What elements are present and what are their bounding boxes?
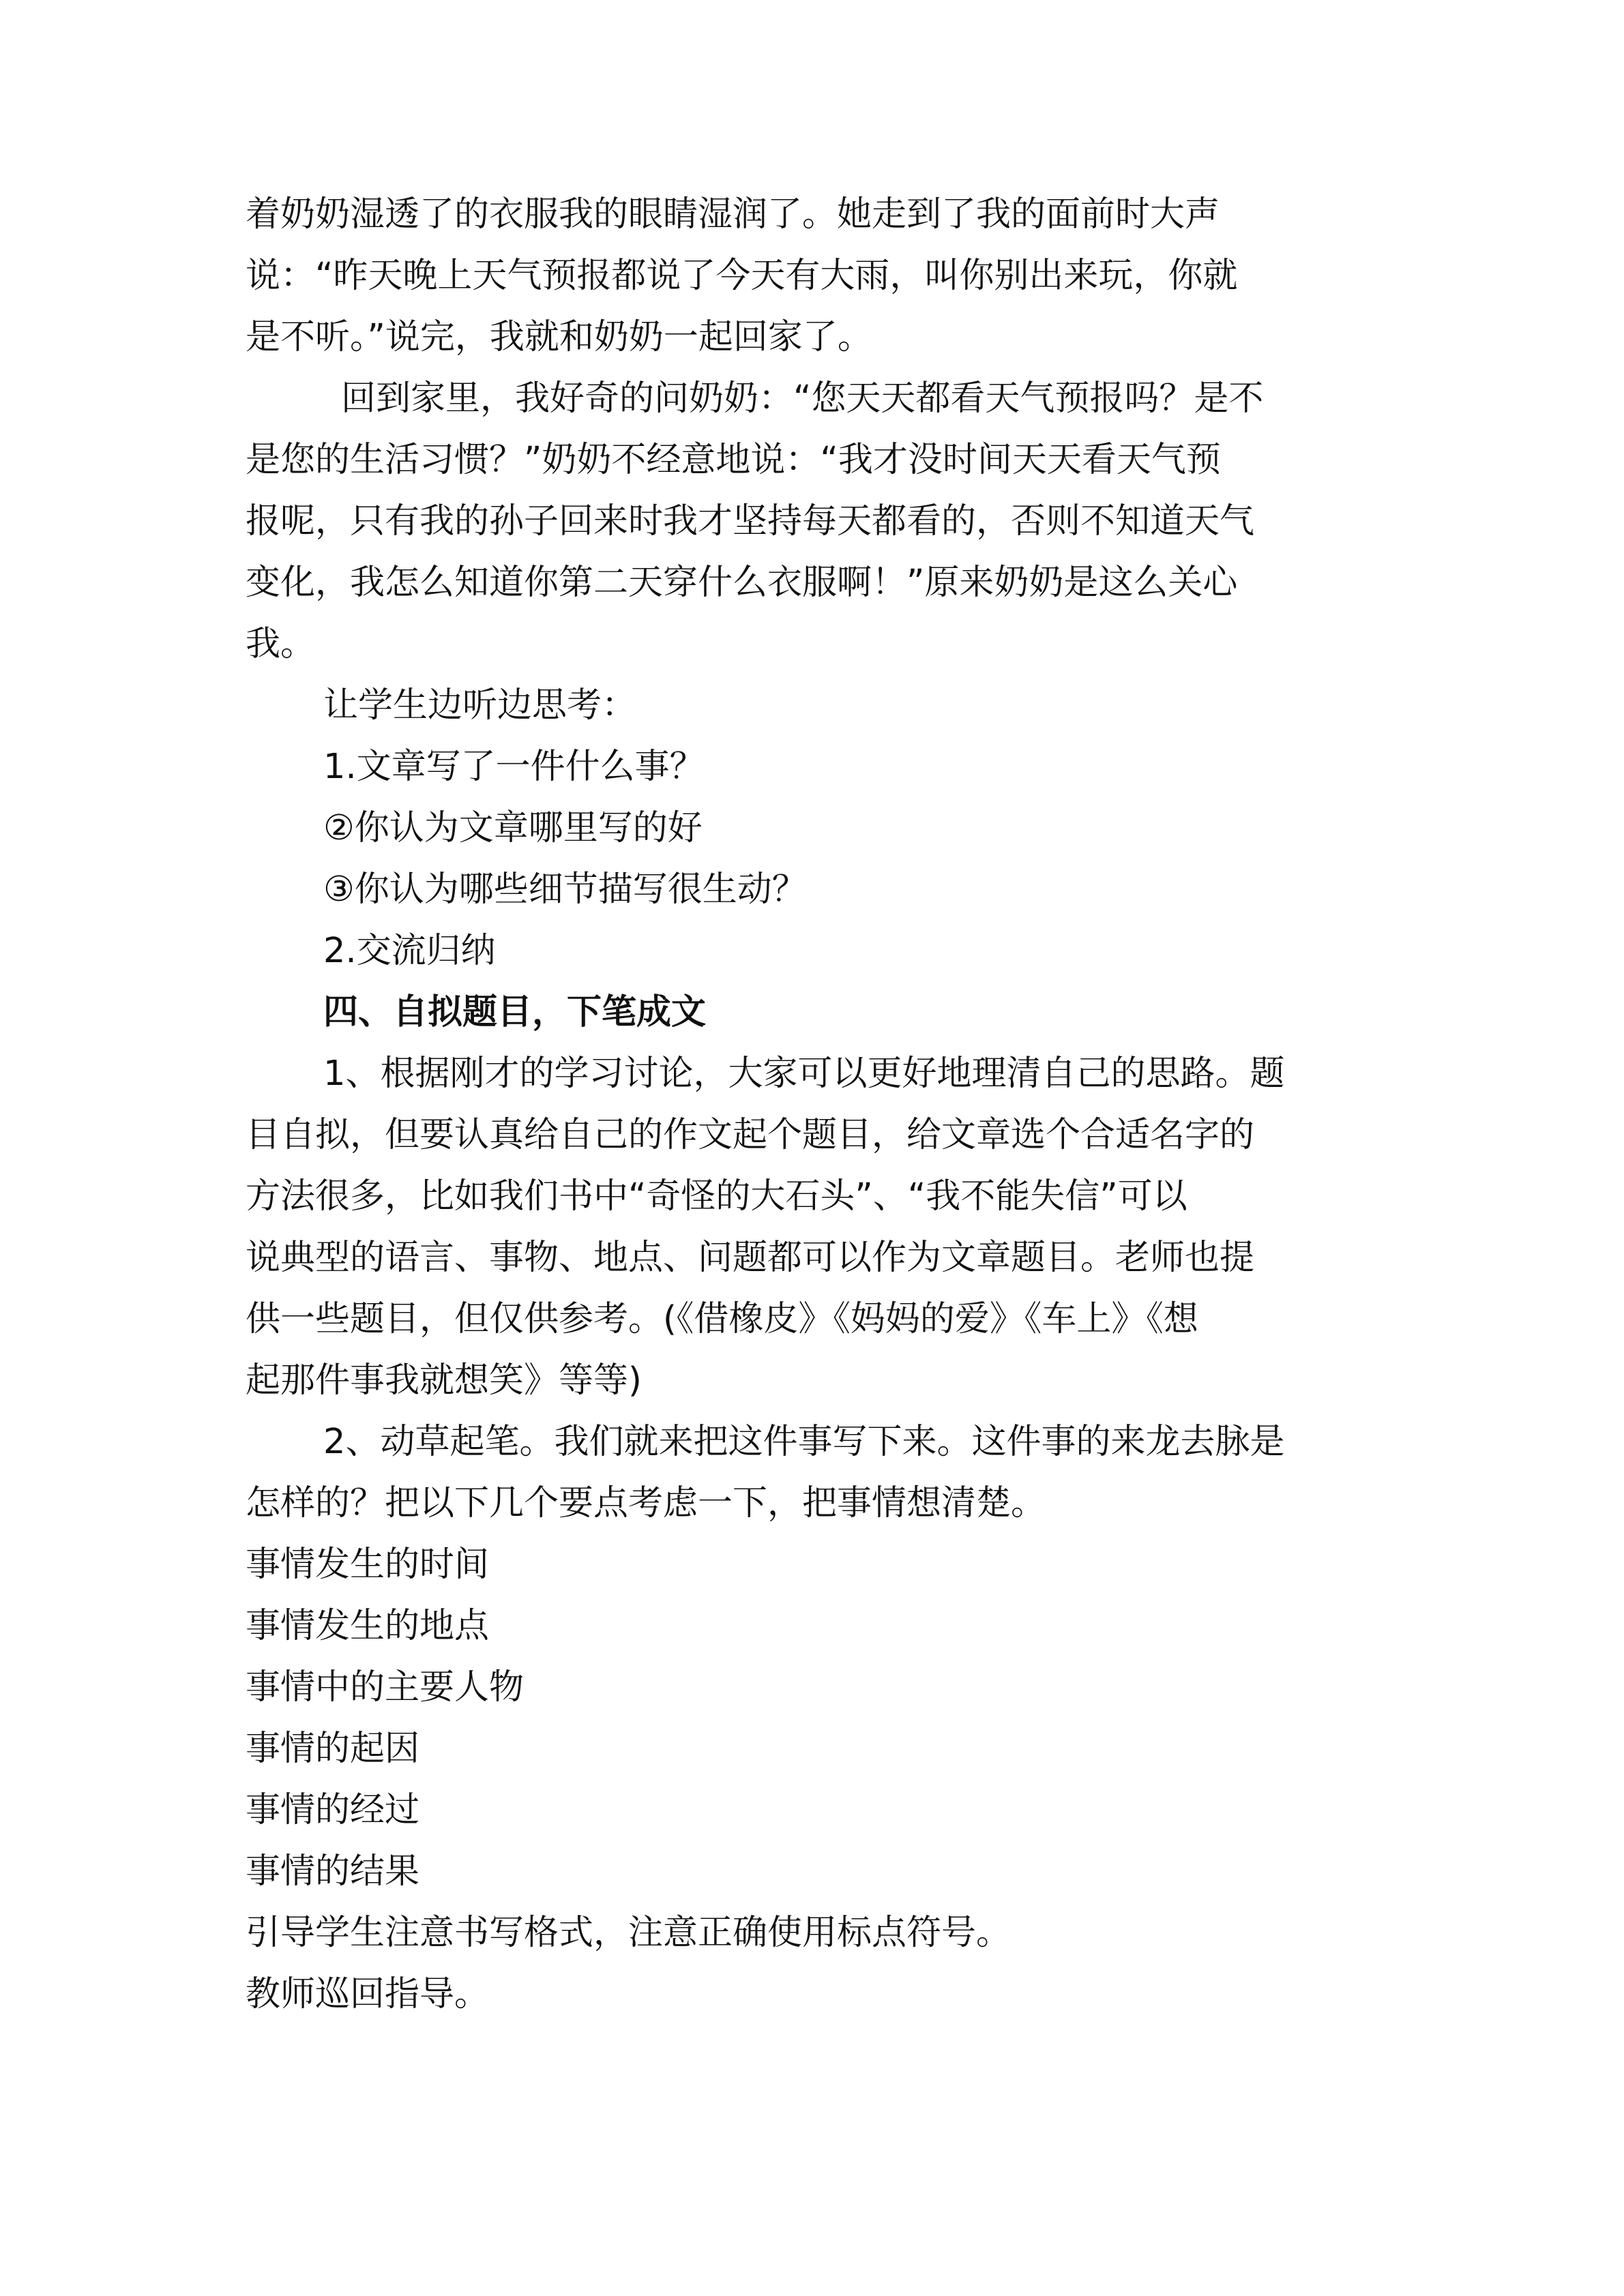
list-item-cause: 事情的起因	[246, 1729, 420, 1769]
story-paragraph-2-line-5: 我。	[246, 624, 316, 664]
point-1-line-6: 起那件事我就想笑》等等)	[246, 1360, 642, 1401]
story-line-2: 说：“昨天晚上天气预报都说了今天有大雨，叫你别出来玩，你就	[246, 256, 1238, 296]
question-2: ②你认为文章哪里写的好	[323, 808, 703, 848]
list-item-result: 事情的结果	[246, 1851, 420, 1892]
list-item-characters: 事情中的主要人物	[246, 1667, 525, 1708]
guidance-format: 引导学生注意书写格式，注意正确使用标点符号。	[246, 1913, 1012, 1953]
document-page	[246, 184, 1378, 2025]
story-paragraph-2-line-3: 报呢，只有我的孙子回来时我才坚持每天都看的，否则不知道天气	[246, 501, 1255, 541]
question-1: 1.文章写了一件什么事？	[323, 747, 705, 787]
point-1-line-1: 1、根据刚才的学习讨论，大家可以更好地理清自己的思路。题	[323, 1054, 1285, 1094]
point-1-line-4: 说典型的语言、事物、地点、问题都可以作为文章题目。老师也提	[246, 1238, 1255, 1278]
story-line-3: 是不听。”说完，我就和奶奶一起回家了。	[246, 317, 872, 357]
point-1-line-3: 方法很多，比如我们书中“奇怪的大石头”、“我不能失信”可以	[246, 1176, 1187, 1217]
list-item-process: 事情的经过	[246, 1790, 420, 1830]
instruction-listen-think: 让学生边听边思考：	[323, 685, 637, 726]
point-2-line-1: 2、动草起笔。我们就来把这件事写下来。这件事的来龙去脉是	[323, 1422, 1285, 1462]
question-3: ③你认为哪些细节描写很生动？	[323, 869, 807, 910]
story-paragraph-2-line-1: 回到家里，我好奇的问奶奶：“您天天都看天气预报吗？是不	[341, 378, 1264, 419]
list-item-time: 事情发生的时间	[246, 1545, 490, 1585]
point-1-line-5: 供一些题目，但仅供参考。(《借橡皮》《妈妈的爱》《车上》《想	[246, 1299, 1198, 1339]
list-item-place: 事情发生的地点	[246, 1606, 490, 1646]
section-heading-4: 四、自拟题目，下笔成文	[323, 992, 707, 1032]
story-line-1: 着奶奶湿透了的衣服我的眼睛湿润了。她走到了我的面前时大声	[246, 194, 1220, 235]
point-1-line-2: 目自拟，但要认真给自己的作文起个题目，给文章选个合适名字的	[246, 1115, 1255, 1155]
step-exchange-summary: 2.交流归纳	[323, 931, 496, 971]
story-paragraph-2-line-4: 变化，我怎么知道你第二天穿什么衣服啊！”原来奶奶是这么关心	[246, 563, 1238, 603]
guidance-teacher: 教师巡回指导。	[246, 1974, 490, 2014]
point-2-line-2: 怎样的？把以下几个要点考虑一下，把事情想清楚。	[246, 1483, 1046, 1523]
story-paragraph-2-line-2: 是您的生活习惯？”奶奶不经意地说：“我才没时间天天看天气预	[246, 440, 1221, 480]
